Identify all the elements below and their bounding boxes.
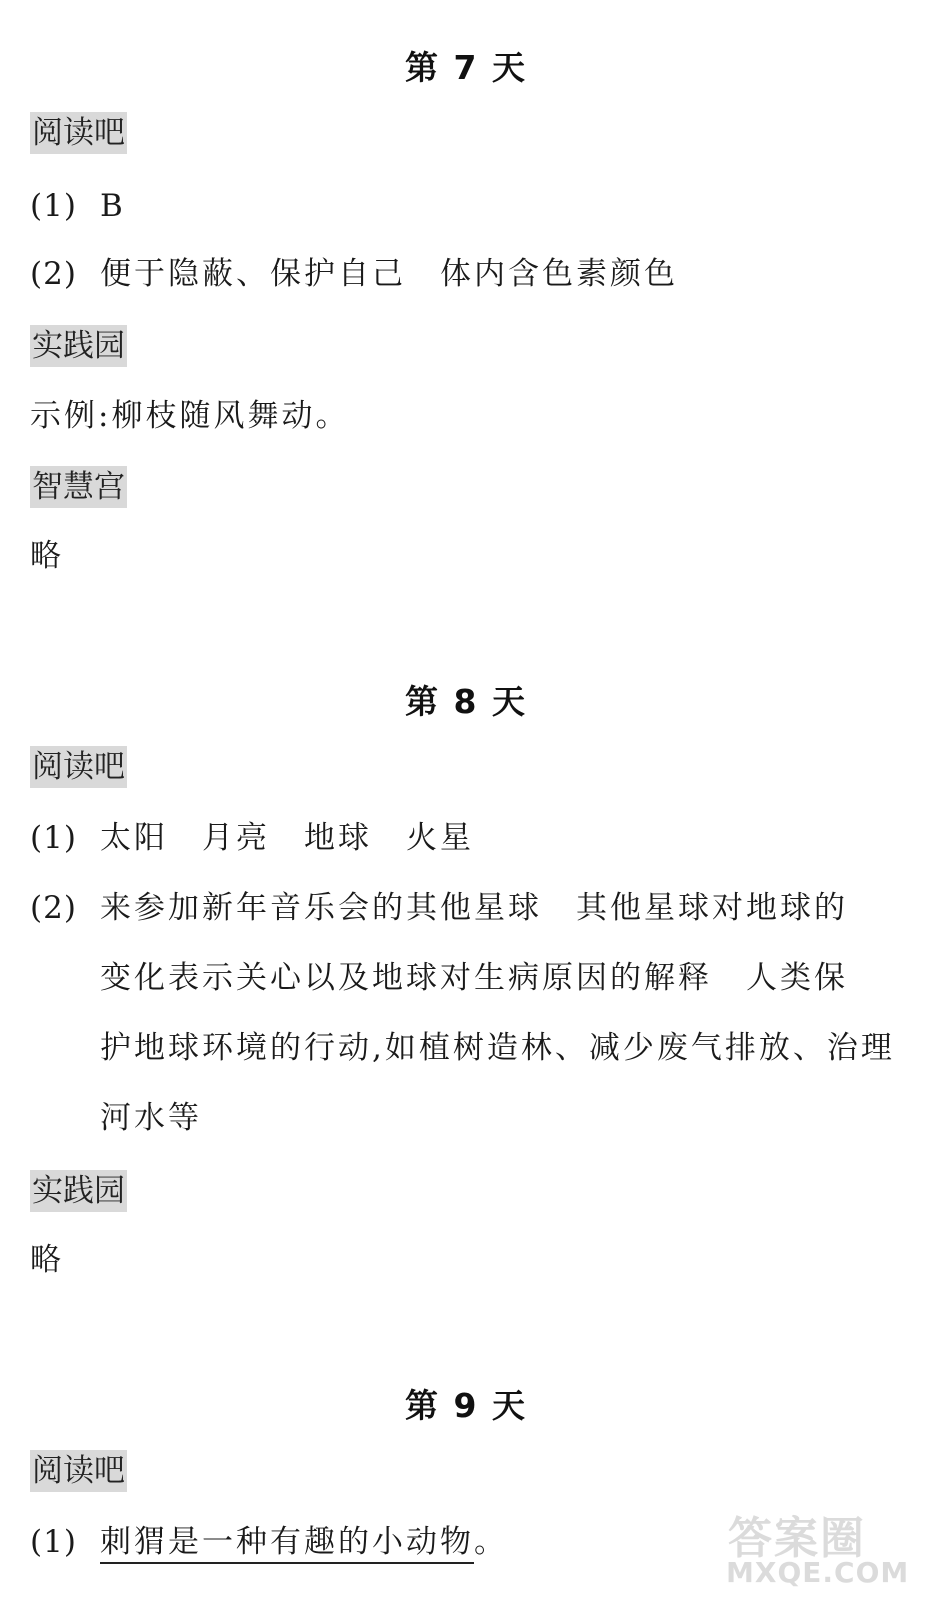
day-7-practice-answer: 示例:柳枝随风舞动。 xyxy=(30,398,350,434)
day-7-practice-label: 实践园 xyxy=(30,325,127,367)
day-8-q2 xyxy=(30,888,848,928)
day-7-q1-number: (1) xyxy=(30,188,77,224)
day-8-q1-answer: 太阳 月亮 地球 火星 xyxy=(100,820,474,856)
day-8-practice-answer: 略 xyxy=(30,1242,64,1278)
watermark-bottom-text: MXQE.COM xyxy=(726,1556,910,1589)
day-9-q1 xyxy=(30,1522,508,1562)
day-9-title: 第 9 天 xyxy=(405,1386,527,1425)
day-8-q1-number: (1) xyxy=(30,820,77,856)
watermark-top-text: 答案圈 xyxy=(728,1513,866,1564)
day-8-reading-label: 阅读吧 xyxy=(30,746,127,788)
day-7-q2-answer: 便于隐蔽、保护自己 体内含色素颜色 xyxy=(100,256,678,292)
day-8-q2-line-3: 护地球环境的行动,如植树造林、减少废气排放、治理 xyxy=(100,1030,895,1066)
watermark-logo xyxy=(718,1500,918,1592)
day-9-q1-answer: 刺猬是一种有趣的小动物 xyxy=(100,1524,474,1564)
day-9-reading-label: 阅读吧 xyxy=(30,1450,127,1492)
day-7-q2-number: (2) xyxy=(30,256,77,292)
day-7-title: 第 7 天 xyxy=(405,48,527,87)
day-7-q1 xyxy=(30,186,126,226)
day-8-title: 第 8 天 xyxy=(405,682,527,721)
day-7-reading-label: 阅读吧 xyxy=(30,112,127,154)
day-7-q1-answer: B xyxy=(100,188,126,224)
day-7-wisdom-label: 智慧宫 xyxy=(30,466,127,508)
day-7-wisdom-answer: 略 xyxy=(30,538,64,574)
day-8-q2-line-2: 变化表示关心以及地球对生病原因的解释 人类保 xyxy=(100,960,848,996)
day-7-q2 xyxy=(30,254,678,294)
day-9-q1-period: 。 xyxy=(474,1524,508,1560)
day-8-q2-line-1: 来参加新年音乐会的其他星球 其他星球对地球的 xyxy=(100,890,848,926)
day-9-q1-number: (1) xyxy=(30,1524,77,1560)
day-8-practice-label: 实践园 xyxy=(30,1170,127,1212)
day-8-q2-number: (2) xyxy=(30,890,77,926)
day-8-q2-line-4: 河水等 xyxy=(100,1100,202,1136)
day-8-q1 xyxy=(30,818,474,858)
